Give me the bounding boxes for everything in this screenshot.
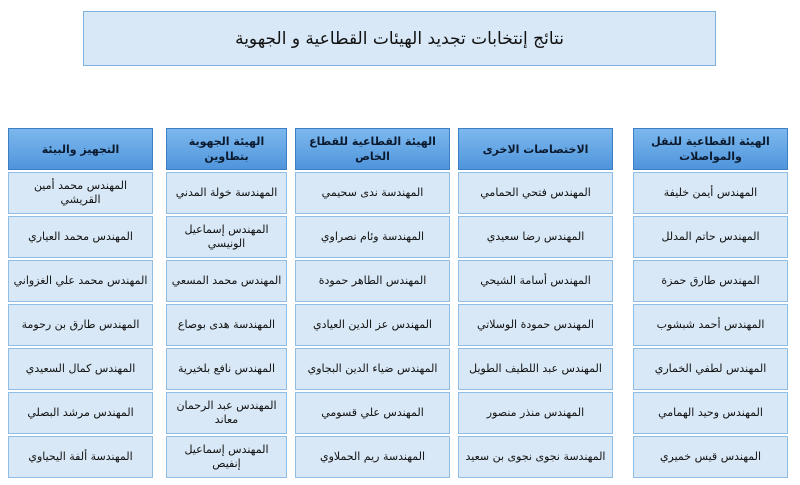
member-cell: المهندس ضياء الدين البجاوي <box>295 348 450 390</box>
member-cell: المهندس وحيد الهمامي <box>633 392 788 434</box>
column-equipment-environment <box>8 128 153 478</box>
member-cell: المهندسة ندى سحيمي <box>295 172 450 214</box>
member-cell: المهندس طارق حمزة <box>633 260 788 302</box>
member-cell: المهندس فتحي الحمامي <box>458 172 613 214</box>
member-cell: المهندسة ريم الحملاوي <box>295 436 450 478</box>
member-cell: المهندسة خولة المدني <box>166 172 287 214</box>
member-cell: المهندس طارق بن رحومة <box>8 304 153 346</box>
member-cell: المهندس محمد علي الغزواني <box>8 260 153 302</box>
column-header: الهيئة القطاعية للقطاع الخاص <box>295 128 450 170</box>
member-cell: المهندس علي قسومي <box>295 392 450 434</box>
column-header: الاختصاصات الاخرى <box>458 128 613 170</box>
column-header: الهيئة الجهوية بتطاوين <box>166 128 287 170</box>
member-cell: المهندسة نجوى نجوى بن سعيد <box>458 436 613 478</box>
member-cell: المهندس الطاهر حمودة <box>295 260 450 302</box>
member-cell: المهندس محمد أمين القريشي <box>8 172 153 214</box>
member-cell: المهندس حمودة الوسلاتي <box>458 304 613 346</box>
member-cell: المهندسة وئام نصراوي <box>295 216 450 258</box>
column-transport <box>633 128 788 478</box>
member-cell: المهندس عبد اللطيف الطويل <box>458 348 613 390</box>
member-cell: المهندس إسماعيل إنفيص <box>166 436 287 478</box>
member-cell: المهندسة هدى بوصاع <box>166 304 287 346</box>
member-cell: المهندس رضا سعيدي <box>458 216 613 258</box>
member-cell: المهندس عبد الرحمان معاند <box>166 392 287 434</box>
member-cell: المهندس أحمد شبشوب <box>633 304 788 346</box>
member-cell: المهندس لطفي الخماري <box>633 348 788 390</box>
member-cell: المهندس عز الدين العيادي <box>295 304 450 346</box>
column-header: التجهيز والبيئة <box>8 128 153 170</box>
column-other-specialties <box>458 128 613 478</box>
page-title: نتائج إنتخابات تجديد الهيئات القطاعية و الجهوية <box>83 11 716 66</box>
member-cell: المهندس أيمن خليفة <box>633 172 788 214</box>
member-cell: المهندس منذر منصور <box>458 392 613 434</box>
member-cell: المهندس أسامة الشيحي <box>458 260 613 302</box>
member-cell: المهندس إسماعيل الونيسي <box>166 216 287 258</box>
member-cell: المهندس قيس خميري <box>633 436 788 478</box>
member-cell: المهندسة ألفة اليحياوي <box>8 436 153 478</box>
member-cell: المهندس محمد المسعي <box>166 260 287 302</box>
column-private-sector <box>295 128 450 478</box>
member-cell: المهندس كمال السعيدي <box>8 348 153 390</box>
member-cell: المهندس حاتم المدلل <box>633 216 788 258</box>
column-tataouine-regional <box>166 128 287 478</box>
member-cell: المهندس محمد العياري <box>8 216 153 258</box>
column-header: الهيئة القطاعية للنقل والمواصلات <box>633 128 788 170</box>
member-cell: المهندس نافع بلخيرية <box>166 348 287 390</box>
member-cell: المهندس مرشد البصلي <box>8 392 153 434</box>
